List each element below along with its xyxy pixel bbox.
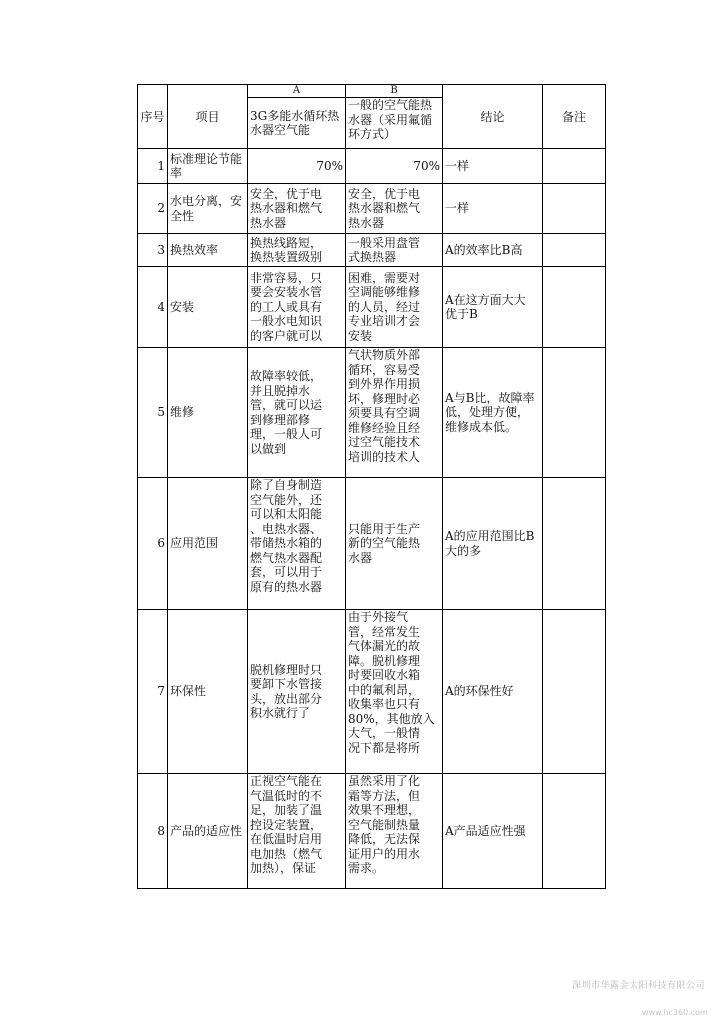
row-col-b: 70% [346, 149, 443, 184]
table-row [138, 267, 606, 348]
row-remark [543, 149, 606, 184]
header-col-a-title: 3G多能水循环热水器空气能 [248, 98, 346, 149]
header-conclusion: 结论 [443, 85, 543, 149]
row-col-b: 气状物质外部 循环，容易受 到外界作用损 坏，修理时必 须要具有空调 维修经验且经 过空气能技术 培训的技术人 [346, 348, 443, 478]
header-remark: 备注 [543, 85, 606, 149]
row-item: 标准理论节能率 [168, 149, 248, 184]
table-row [138, 234, 606, 267]
row-number: 2 [138, 184, 168, 234]
row-conclusion: A与B比，故障率 低，处理方便， 维修成本低。 [443, 348, 543, 478]
row-col-b: 虽然采用了化 霜等方法，但 效果不理想， 空气能制热量 降低，无法保 证用户的用水 需求。 [346, 774, 443, 889]
row-remark [543, 774, 606, 889]
row-col-a: 正视空气能在 气温低时的不 足，加装了温 控设定装置， 在低温时启用 电加热（燃气 加热），保证 [248, 774, 346, 889]
table-row [138, 348, 606, 478]
row-number: 4 [138, 267, 168, 348]
table-row [138, 610, 606, 774]
row-item: 换热效率 [168, 234, 248, 267]
row-remark [543, 234, 606, 267]
row-col-b: 安全，优于电 热水器和燃气 热水器 [346, 184, 443, 234]
row-col-a: 故障率较低， 并且脱掉水 管，就可以运 到修理部修 理，一般人可 以做到 [248, 348, 346, 478]
row-conclusion: A产品适应性强 [443, 774, 543, 889]
row-col-a: 脱机修理时只 要卸下水管接 头，放出部分 积水就行了 [248, 610, 346, 774]
column-letter-row [138, 85, 606, 98]
row-remark [543, 478, 606, 610]
table-row [138, 184, 606, 234]
row-item: 安装 [168, 267, 248, 348]
row-item: 应用范围 [168, 478, 248, 610]
table-row [138, 149, 606, 184]
row-col-a: 非常容易，只 要会安装水管 的工人或具有 一般水电知识 的客户就可以 [248, 267, 346, 348]
row-col-a: 除了自身制造 空气能外，还 可以和太阳能 、电热水器、 带储热水箱的 燃气热水器配 套，可以用于 原有的热水器 [248, 478, 346, 610]
row-conclusion: 一样 [443, 149, 543, 184]
watermark-company: 深圳市华露金太阳科技有限公司 [572, 981, 706, 991]
row-number: 6 [138, 478, 168, 610]
header-item: 项目 [168, 85, 248, 149]
header-col-b-letter: B [346, 85, 443, 98]
row-conclusion: A在这方面大大 优于B [443, 267, 543, 348]
watermark-site: www.hc360.com [642, 1008, 708, 1017]
row-number: 7 [138, 610, 168, 774]
header-col-a-letter: A [248, 85, 346, 98]
row-number: 3 [138, 234, 168, 267]
row-col-b: 一般采用盘管 式换热器 [346, 234, 443, 267]
table-row [138, 478, 606, 610]
row-col-a: 安全，优于电 热水器和燃气 热水器 [248, 184, 346, 234]
row-col-a: 70% [248, 149, 346, 184]
row-number: 5 [138, 348, 168, 478]
row-remark [543, 348, 606, 478]
row-conclusion: 一样 [443, 184, 543, 234]
row-remark [543, 184, 606, 234]
row-col-a: 换热线路短， 换热装置级别 [248, 234, 346, 267]
row-remark [543, 267, 606, 348]
row-number: 8 [138, 774, 168, 889]
header-col-b-title: 一般的空气能热水器（采用氟循环方式） [346, 98, 443, 149]
row-remark [543, 610, 606, 774]
row-col-b: 只能用于生产 新的空气能热 水器 [346, 478, 443, 610]
comparison-table [137, 84, 606, 889]
row-conclusion: A的环保性好 [443, 610, 543, 774]
row-item: 环保性 [168, 610, 248, 774]
row-conclusion: A的应用范围比B 大的多 [443, 478, 543, 610]
row-conclusion: A的效率比B高 [443, 234, 543, 267]
header-seq: 序号 [138, 85, 168, 149]
table-row [138, 774, 606, 889]
row-col-b: 困难，需要对 空调能够维修 的人员，经过 专业培训才会 安装 [346, 267, 443, 348]
row-col-b: 由于外接气 管，经常发生 气体漏光的故 障。脱机修理 时要回收水箱 中的氟利昂， 收集率也只有 80%，其他放入 大气，一般情 况下都是将所 [346, 610, 443, 774]
row-item: 维修 [168, 348, 248, 478]
row-item: 产品的适应性 [168, 774, 248, 889]
row-item: 水电分离，安全性 [168, 184, 248, 234]
row-number: 1 [138, 149, 168, 184]
